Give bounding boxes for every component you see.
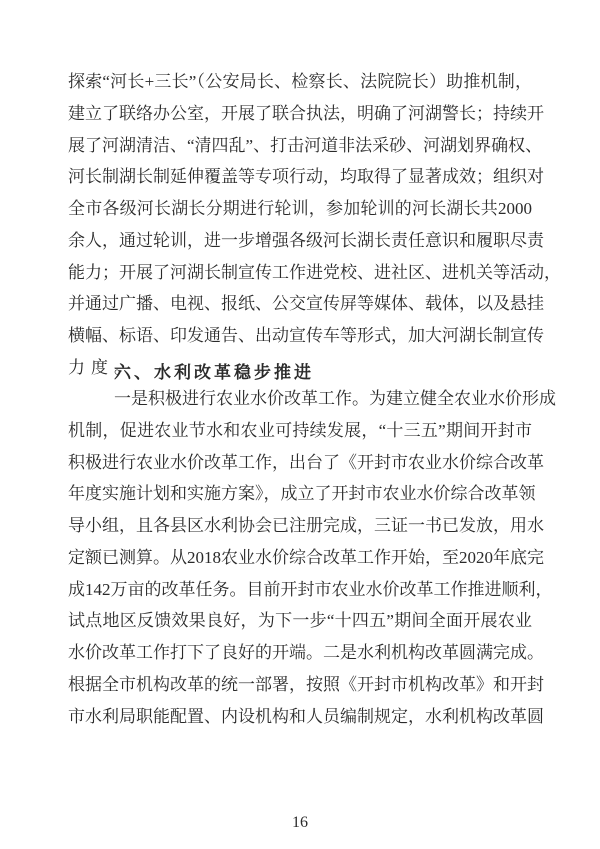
text-line: 并通过广播、电视、报纸、公交宣传屏等媒体、载体，以及悬挂 — [68, 294, 544, 314]
text-line: 年度实施计划和实施方案》，成立了开封市农业水价综合改革领 — [68, 484, 536, 504]
text-line: 试点地区反馈效果良好，为下一步“十四五”期间全面开展农业 — [68, 611, 532, 631]
text-line: 横幅、标语、印发通告、出动宣传车等形式，加大河湖长制宣传 — [68, 326, 544, 345]
text-line: 全市各级河长湖长分期进行轮训，参加轮训的河长湖长共2000 — [68, 199, 532, 218]
text-line: 能力；开展了河湖长制宣传工作进党校、进社区、进机关等活动， — [68, 262, 561, 282]
text-line: 市水利局职能配置、内设机构和人员编制规定，水利机构改革圆 — [68, 706, 544, 726]
text-line: 根据全市机构改革的统一部署，按照《开封市机构改革》和开封 — [68, 674, 544, 694]
text-line: 余人，通过轮训，进一步增强各级河长湖长责任意识和履职尽责 — [68, 230, 544, 250]
text-line: 定额已测算。从2018农业水价综合改革工作开始，至2020年底完 — [68, 547, 544, 567]
text-line: 一是积极进行农业水价改革工作。为建立健全农业水价形成 — [114, 389, 556, 408]
page-number: 16 — [292, 814, 308, 831]
text-line: 导小组，且各县区水利协会已注册完成，三证一书已发放，用水 — [68, 516, 544, 535]
text-line: 成142万亩的改革任务。目前开封市农业水价改革工作推进顺利， — [68, 579, 553, 599]
text-line: 建立了联络办公室，开展了联合执法，明确了河湖警长；持续开 — [68, 103, 544, 123]
text-line: 积极进行农业水价改革工作，出台了《开封市农业水价综合改革 — [68, 452, 544, 472]
text-line: 力度。 — [68, 357, 137, 377]
section-heading: 六、水利改革稳步推进 — [114, 363, 314, 383]
text-line: 机制，促进农业节水和农业可持续发展，“十三五”期间开封市 — [68, 420, 532, 440]
text-line: 河长制湖长制延伸覆盖等专项行动，均取得了显著成效；组织对 — [68, 167, 544, 187]
text-line: 探索“河长+三长”（公安局长、检察长、法院院长）助推机制， — [68, 72, 532, 91]
text-line: 水价改革工作打下了良好的开端。二是水利机构改革圆满完成。 — [68, 643, 544, 662]
text-line: 展了河湖清洁、“清四乱”、打击河道非法采砂、河湖划界确权、 — [68, 135, 543, 155]
